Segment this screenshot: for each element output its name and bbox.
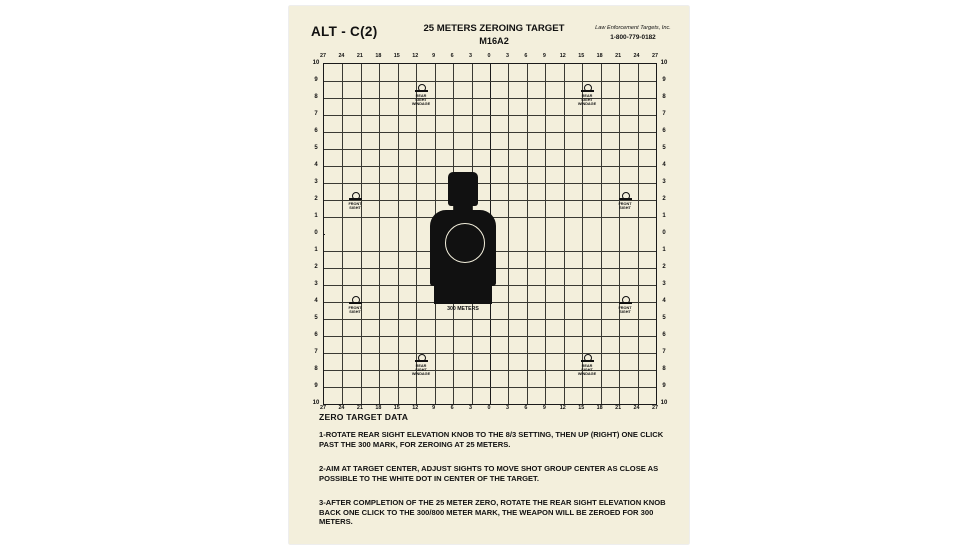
zero-step-2: 2-AIM AT TARGET CENTER, ADJUST SIGHTS TO MOVE SHOT GROUP CENTER AS CLOSE AS POSSIBLE TO THE WHITE DOT IN CENTER OF THE TARGET. — [319, 464, 659, 483]
sight-mark-label: SIGHT — [581, 367, 593, 372]
grid-tick-label: 5 — [314, 145, 318, 151]
manufacturer-name: Law Enforcement Targets, Inc. — [595, 25, 671, 31]
rear-sight-windage-top-right — [564, 84, 610, 107]
grid-tick-label: 5 — [662, 315, 666, 321]
sight-mark-label: SIGHT — [415, 97, 427, 102]
sight-mark-label: WINDAGE — [411, 372, 431, 377]
grid-tick-label: 6 — [450, 53, 454, 59]
grid-horizontal-line — [324, 81, 656, 82]
grid-tick-label: 3 — [662, 179, 666, 185]
grid-tick-label: 6 — [662, 332, 666, 338]
grid-tick-label: 8 — [662, 94, 666, 100]
front-sight-upper-left — [332, 192, 378, 210]
grid-tick-label: 1 — [662, 247, 666, 253]
grid-tick-label: 7 — [314, 349, 318, 355]
rear-sight-icon — [581, 84, 594, 93]
grid-tick-label: 12 — [412, 53, 419, 59]
sight-mark-label: REAR — [581, 93, 593, 98]
grid-tick-label: 24 — [633, 53, 640, 59]
grid-tick-label: 10 — [660, 60, 668, 66]
grid-horizontal-line — [324, 115, 656, 116]
sight-mark-label: WINDAGE — [577, 372, 597, 377]
grid-tick-label: 24 — [338, 53, 345, 59]
target-weapon-model: M16A2 — [479, 36, 509, 46]
silhouette-torso — [434, 270, 492, 304]
grid-horizontal-line — [324, 387, 656, 388]
zero-step-3: 3-AFTER COMPLETION OF THE 25 METER ZERO, ROTATE THE REAR SIGHT ELEVATION KNOB BACK ONE CLICK TO THE 300/800 METER MARK, THE WEAPON WILL BE ZEROED FOR 300 METERS. — [319, 498, 666, 527]
grid-tick-label: 15 — [578, 405, 585, 411]
grid-horizontal-line — [324, 251, 656, 252]
front-sight-icon — [619, 296, 632, 305]
grid-horizontal-line — [324, 166, 656, 167]
grid-horizontal-line — [324, 336, 656, 337]
grid-tick-label: 6 — [314, 128, 318, 134]
grid-horizontal-line — [324, 285, 656, 286]
grid-tick-label: 3 — [314, 179, 318, 185]
grid-tick-label: 21 — [615, 53, 622, 59]
grid-tick-label: 9 — [432, 405, 436, 411]
grid-tick-label: 15 — [578, 53, 585, 59]
grid-tick-label: 3 — [469, 53, 473, 59]
target-code-label: ALT - C(2) — [311, 24, 378, 39]
grid-tick-label: 12 — [559, 405, 566, 411]
grid-horizontal-line — [324, 183, 656, 184]
grid-tick-label: 27 — [320, 53, 326, 59]
zero-target-data-heading: ZERO TARGET DATA — [319, 412, 409, 422]
grid-tick-label: 4 — [662, 298, 666, 304]
grid-tick-label: 6 — [524, 53, 528, 59]
rear-sight-windage-bottom-right — [564, 354, 610, 377]
front-sight-icon — [619, 192, 632, 201]
grid-tick-label: 21 — [615, 405, 622, 411]
grid-tick-label: 18 — [596, 405, 603, 411]
grid-tick-label: 5 — [662, 145, 666, 151]
grid-tick-label: 4 — [314, 298, 318, 304]
grid-tick-label: 12 — [559, 53, 566, 59]
target-title: 25 METERS ZEROING TARGET — [423, 23, 565, 34]
grid-tick-label: 21 — [356, 405, 363, 411]
sheet-header — [289, 20, 689, 56]
grid-tick-label: 15 — [393, 405, 400, 411]
sight-mark-label: SIGHT — [349, 205, 361, 210]
grid-tick-label: 8 — [314, 366, 318, 372]
front-sight-icon — [349, 296, 362, 305]
sight-mark-label: WINDAGE — [411, 102, 431, 107]
rear-sight-windage-top-left — [398, 84, 444, 107]
grid-tick-label: 2 — [314, 264, 318, 270]
sight-mark-label: SIGHT — [581, 97, 593, 102]
sight-mark-label: REAR — [581, 363, 593, 368]
front-sight-lower-left — [332, 296, 378, 314]
grid-ticks-left — [309, 60, 323, 406]
grid-tick-label: 9 — [432, 53, 436, 59]
sight-mark-label: FRONT — [618, 305, 632, 310]
grid-tick-label: 3 — [469, 405, 473, 411]
manufacturer-phone: 1-800-779-0182 — [610, 34, 656, 41]
rear-sight-icon — [415, 84, 428, 93]
grid-tick-label: 6 — [524, 405, 528, 411]
grid-tick-label: 6 — [450, 405, 454, 411]
grid-tick-label: 6 — [662, 128, 666, 134]
grid-tick-label: 0 — [662, 230, 666, 236]
aiming-white-dot — [445, 223, 485, 263]
grid-tick-label: 8 — [314, 94, 318, 100]
grid-tick-label: 21 — [356, 53, 363, 59]
grid-tick-label: 27 — [320, 405, 326, 411]
silhouette-neck — [454, 202, 472, 212]
target-grid — [323, 63, 657, 405]
grid-tick-label: 3 — [505, 405, 509, 411]
grid-tick-label: 0 — [314, 230, 318, 236]
sight-mark-label: SIGHT — [349, 309, 361, 314]
grid-tick-label: 2 — [662, 264, 666, 270]
silhouette-range-label: 300 METERS — [447, 306, 479, 312]
grid-horizontal-line — [324, 319, 656, 320]
sight-mark-label: WINDAGE — [577, 102, 597, 107]
front-sight-lower-right — [602, 296, 648, 314]
grid-tick-label: 2 — [314, 196, 318, 202]
grid-tick-label: 27 — [652, 405, 658, 411]
grid-tick-label: 7 — [314, 111, 318, 117]
grid-tick-label: 18 — [375, 53, 382, 59]
zeroing-target-sheet — [289, 6, 689, 544]
grid-tick-label: 24 — [338, 405, 345, 411]
grid-tick-label: 7 — [662, 349, 666, 355]
grid-tick-label: 1 — [314, 247, 318, 253]
grid-tick-label: 9 — [662, 383, 666, 389]
grid-tick-label: 3 — [662, 281, 666, 287]
grid-tick-label: 12 — [412, 405, 419, 411]
grid-tick-label: 7 — [662, 111, 666, 117]
grid-tick-label: 9 — [542, 53, 546, 59]
grid-tick-label: 24 — [633, 405, 640, 411]
grid-tick-label: 10 — [312, 60, 320, 66]
sight-mark-label: FRONT — [348, 305, 362, 310]
front-sight-icon — [349, 192, 362, 201]
grid-tick-label: 8 — [662, 366, 666, 372]
sight-mark-label: SIGHT — [415, 367, 427, 372]
sight-mark-label: SIGHT — [619, 309, 631, 314]
sight-mark-label: REAR — [415, 93, 427, 98]
rear-sight-icon — [581, 354, 594, 363]
grid-tick-label: 9 — [542, 405, 546, 411]
sight-mark-label: FRONT — [348, 201, 362, 206]
sight-mark-label: SIGHT — [619, 205, 631, 210]
grid-tick-label: 4 — [314, 162, 318, 168]
grid-horizontal-line — [324, 268, 656, 269]
grid-tick-label: 1 — [314, 213, 318, 219]
grid-tick-label: 27 — [652, 53, 658, 59]
grid-ticks-top — [320, 53, 658, 63]
rear-sight-icon — [415, 354, 428, 363]
grid-horizontal-line — [324, 132, 656, 133]
grid-tick-label: 10 — [660, 400, 668, 406]
grid-horizontal-line — [324, 217, 656, 218]
zero-step-1: 1-ROTATE REAR SIGHT ELEVATION KNOB TO THE 8/3 SETTING, THEN UP (RIGHT) ONE CLICK PAST THE 300 MARK, FOR ZEROING AT 25 METERS. — [319, 430, 664, 449]
grid-ticks-right — [657, 60, 671, 406]
grid-tick-label: 4 — [662, 162, 666, 168]
grid-tick-label: 15 — [393, 53, 400, 59]
grid-tick-label: 9 — [314, 77, 318, 83]
grid-tick-label: 10 — [312, 400, 320, 406]
grid-tick-label: 18 — [375, 405, 382, 411]
grid-tick-label: 3 — [505, 53, 509, 59]
grid-tick-label: 0 — [487, 53, 491, 59]
grid-horizontal-line — [324, 149, 656, 150]
grid-tick-label: 5 — [314, 315, 318, 321]
grid-tick-label: 0 — [487, 405, 491, 411]
sight-mark-label: REAR — [415, 363, 427, 368]
sight-mark-label: FRONT — [618, 201, 632, 206]
grid-tick-label: 18 — [596, 53, 603, 59]
front-sight-upper-right — [602, 192, 648, 210]
grid-tick-label: 9 — [662, 77, 666, 83]
grid-tick-label: 1 — [662, 213, 666, 219]
silhouette-shoulders — [430, 210, 496, 286]
grid-tick-label: 6 — [314, 332, 318, 338]
grid-tick-label: 2 — [662, 196, 666, 202]
grid-horizontal-line — [324, 234, 325, 235]
rear-sight-windage-bottom-left — [398, 354, 444, 377]
grid-tick-label: 9 — [314, 383, 318, 389]
grid-tick-label: 3 — [314, 281, 318, 287]
